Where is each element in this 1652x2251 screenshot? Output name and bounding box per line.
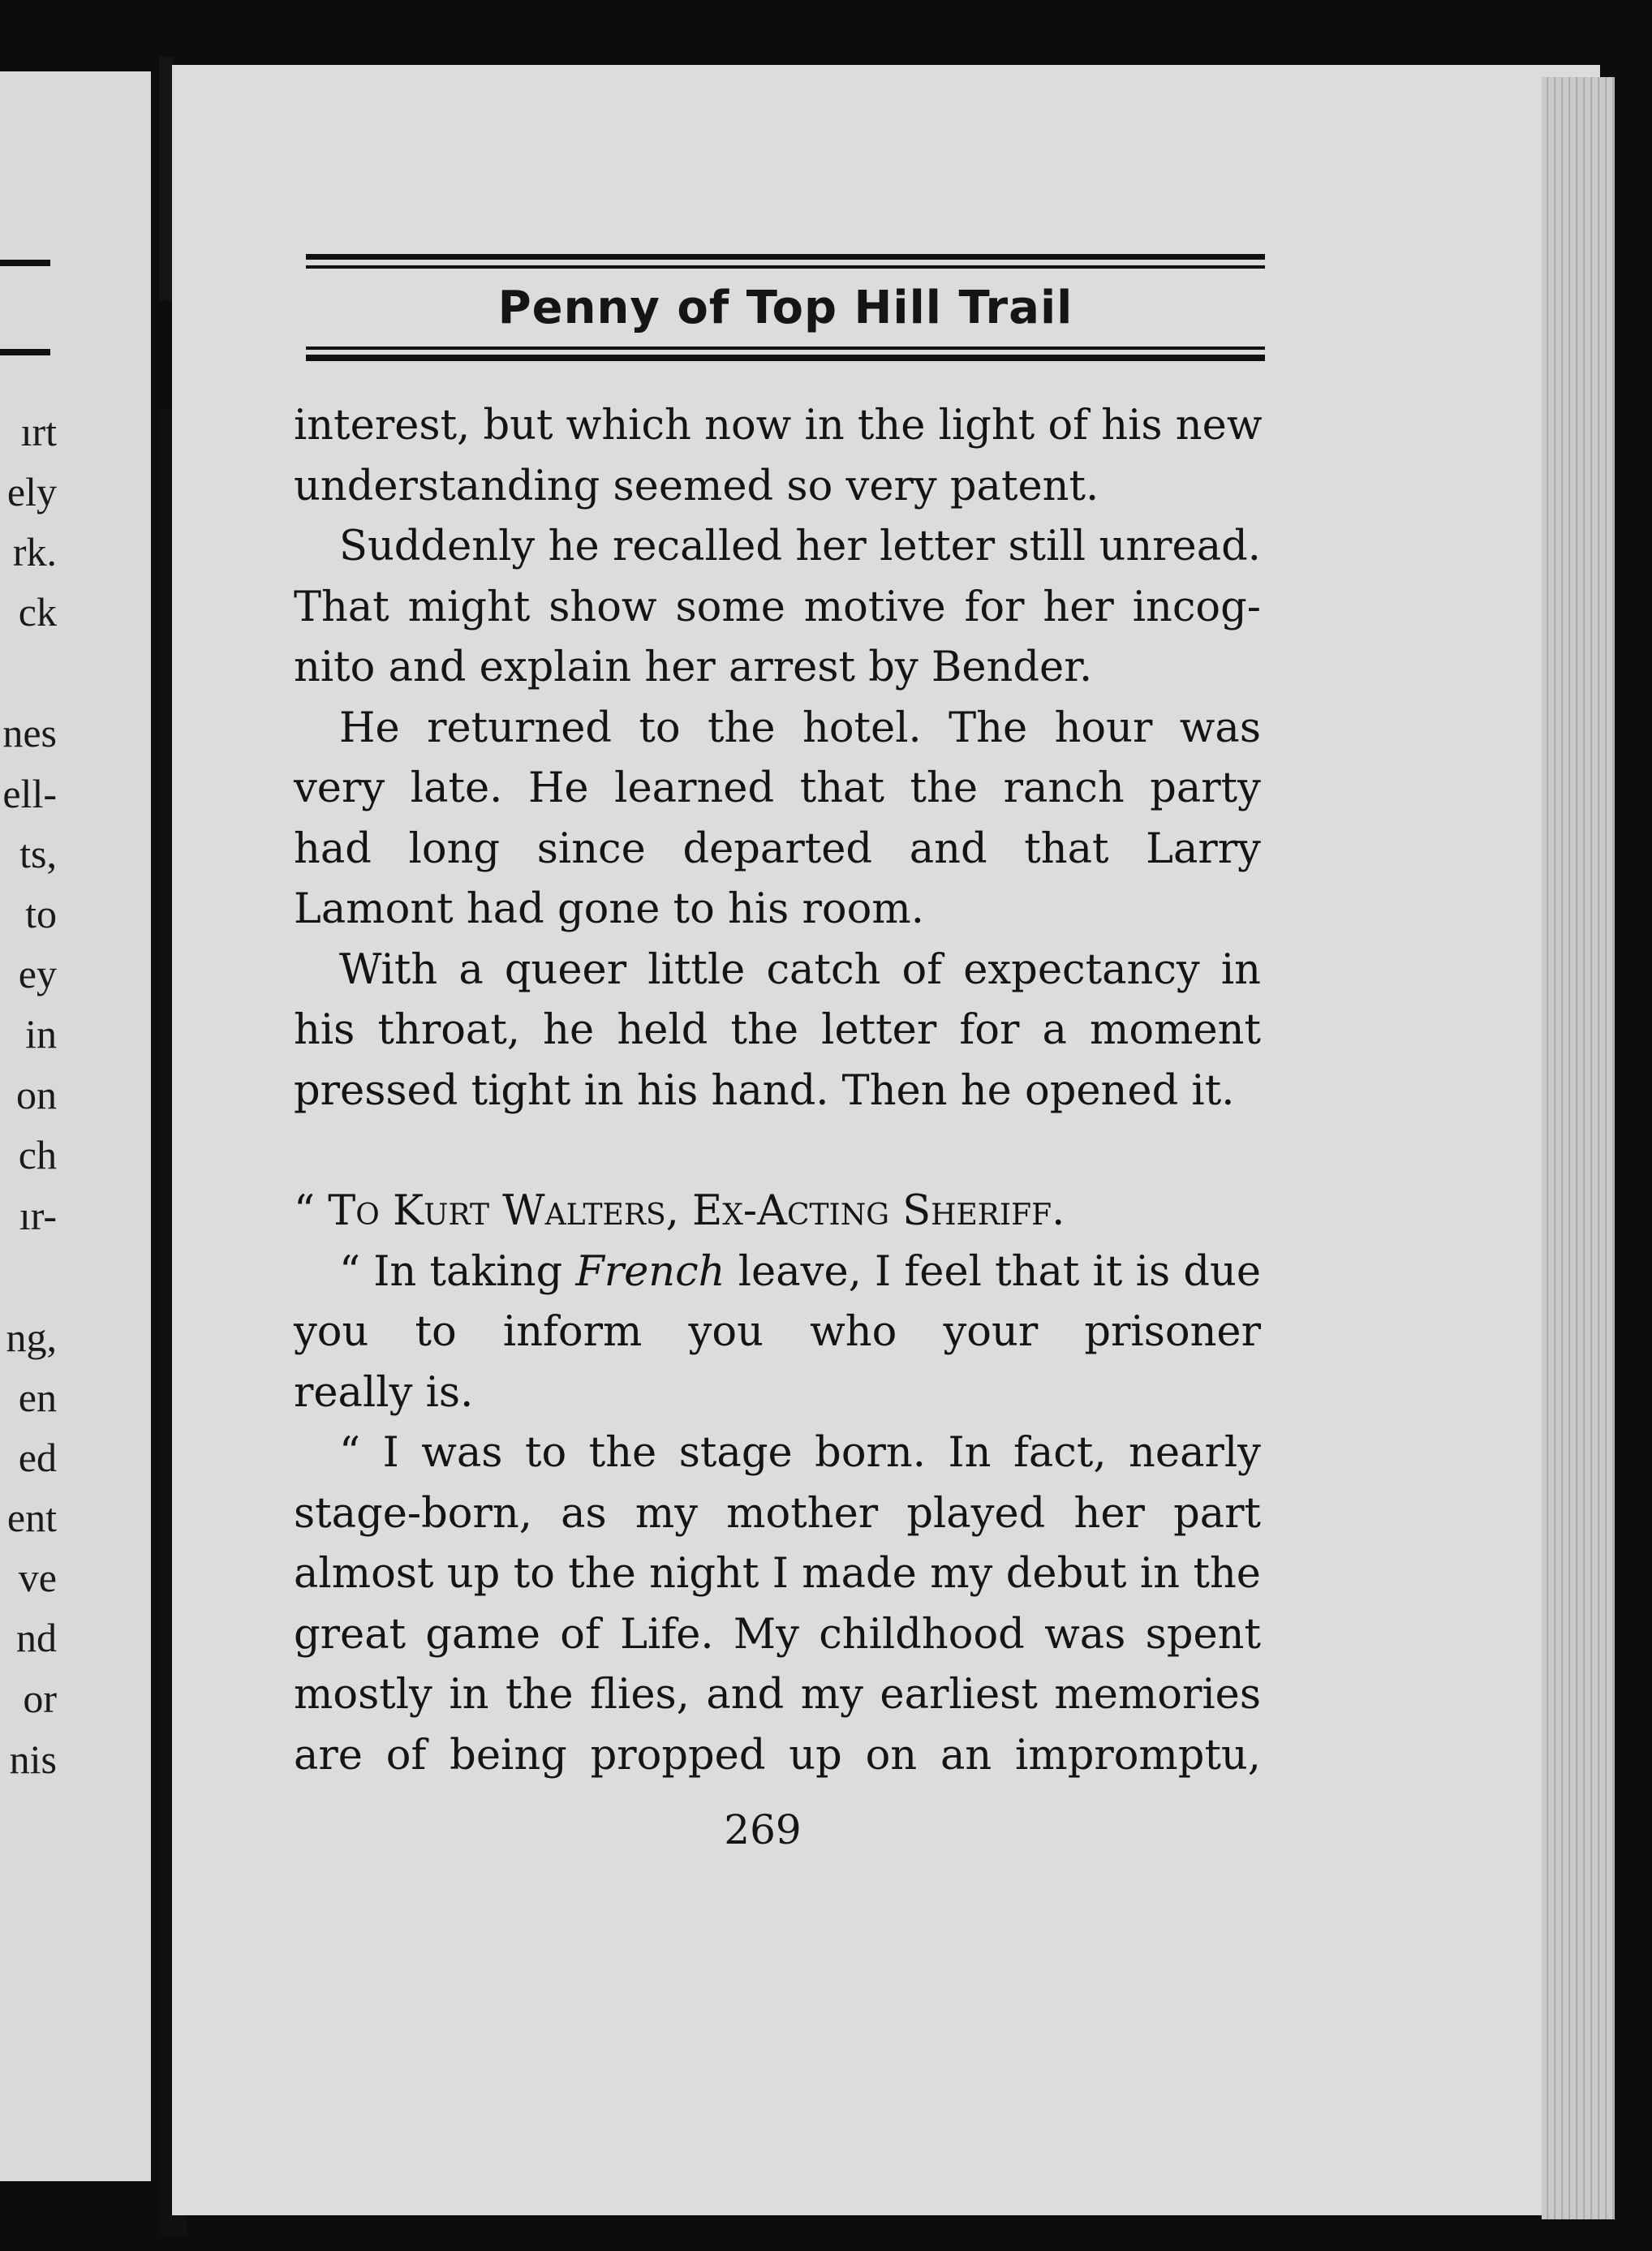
left-page-fragment: ts, [19, 831, 57, 876]
left-page-fragment: ck [18, 589, 57, 635]
text-line: “ I was to the stage born. In fact, nearly [339, 1429, 1261, 1477]
left-page-fragment: to [25, 891, 57, 936]
text-line: interest, but which now in the light of his new [294, 402, 1263, 450]
text-line: mostly in the flies, and my earliest memories [294, 1671, 1261, 1719]
text-line: With a queer little catch of expectancy in [339, 945, 1261, 994]
left-page-fragment: en [18, 1375, 57, 1420]
left-page-fragment: ng, [6, 1315, 57, 1360]
text-line: his throat, he held the letter for a moment [294, 1006, 1261, 1054]
running-title: Penny of Top Hill Trail [497, 282, 1073, 334]
text-line: stage-born, as my mother played her part [294, 1489, 1261, 1538]
left-page-fragment: ve [18, 1555, 57, 1600]
text-run: “ In taking [339, 1247, 576, 1296]
text-run: leave, I feel that it is due [725, 1247, 1262, 1296]
header-rule-top-thin [306, 265, 1265, 269]
left-page-rule [0, 349, 50, 355]
left-page-fragment: ed [18, 1435, 57, 1480]
text-line: pressed tight in his hand. Then he opened it. [294, 1066, 1235, 1115]
text-line: Lamont had gone to his room. [294, 885, 924, 933]
italic-word: French [575, 1247, 725, 1296]
left-page-fragment: ely [6, 469, 57, 514]
facing-page-left [0, 71, 151, 2181]
left-page-fragment: ır- [19, 1193, 57, 1238]
header-rule-bottom [306, 355, 1265, 361]
left-page-fragment: on [16, 1072, 57, 1117]
text-line: Suddenly he recalled her letter still unread. [339, 523, 1261, 570]
page-number: 269 [724, 1806, 802, 1853]
left-page-fragment: ey [18, 951, 57, 996]
text-line: understanding seemed so very patent. [294, 462, 1099, 510]
left-page-fragment: ırt [20, 409, 57, 454]
left-page-fragment: nes [2, 710, 57, 755]
left-page-fragment: rk. [12, 529, 57, 575]
text-line: He returned to the hotel. The hour was [339, 704, 1261, 752]
text-line [294, 1242, 1261, 1303]
left-page-fragment: ell- [2, 771, 57, 816]
text-line: nito and explain her arrest by Bender. [294, 643, 1093, 691]
left-page-fragment: or [23, 1676, 57, 1721]
header-rule-bottom-thin [306, 346, 1265, 350]
left-page-fragment: nd [16, 1615, 57, 1660]
page-body [294, 396, 1261, 1786]
left-page-rule [0, 260, 50, 266]
text-line: very late. He learned that the ranch party [294, 764, 1261, 812]
header-rule-top [306, 254, 1265, 260]
page-edge-stack [1542, 77, 1615, 2219]
left-page-fragment: nis [9, 1737, 57, 1782]
text-line: almost up to the night I made my debut in the [294, 1550, 1261, 1598]
section-gap [294, 1121, 1261, 1181]
text-line: great game of Life. My childhood was spent [294, 1610, 1261, 1659]
left-page-fragment: in [25, 1011, 57, 1057]
text-line: had long since departed and that Larry [294, 824, 1261, 873]
text-line: That might show some motive for her incog- [294, 583, 1261, 631]
letter-salutation: “ To Kurt Walters, Ex-Acting Sheriff. [294, 1187, 1065, 1235]
text-line: you to inform you who your prisoner [294, 1308, 1261, 1356]
text-line: really is. [294, 1368, 474, 1417]
left-page-fragment: ent [6, 1495, 57, 1540]
text-line: are of being propped up on an impromptu, [294, 1731, 1261, 1780]
left-page-fragment: ch [18, 1132, 57, 1177]
